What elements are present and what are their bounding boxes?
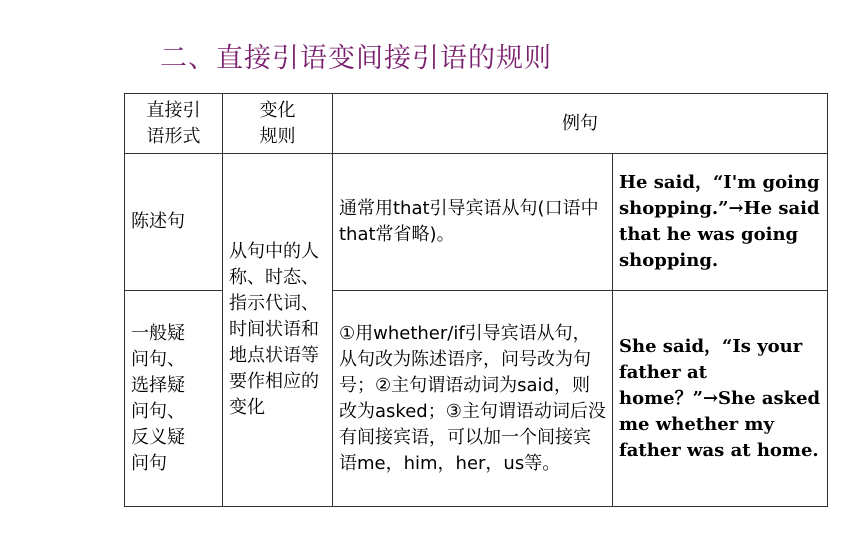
row-1-form: 陈述句 — [125, 154, 223, 291]
table-header-row — [125, 94, 828, 154]
shared-rule-cell — [223, 154, 333, 507]
row-2-example: She said，“Is your father at home？”→She asked me whether my father was at home. — [613, 291, 828, 507]
rules-table — [124, 93, 828, 507]
header-form-label: 直接引语形式 — [146, 99, 201, 147]
header-example: 例句 — [333, 94, 828, 154]
row-1-example: He said，“I'm going shopping.”→He said that he was going shopping. — [613, 154, 828, 291]
header-rule-label: 变化规则 — [259, 99, 296, 147]
header-rule — [223, 94, 333, 154]
row-2-description: ①用whether/if引导宾语从句，从句改为陈述语序，问号改为句号；②主句谓语动词为said，则改为asked；③主句谓语动词后没有间接宾语，可以加一个间接宾语me，him，her，us等。 — [333, 291, 613, 507]
row-2-form — [125, 291, 223, 507]
table-row — [125, 154, 828, 291]
shared-rule-text: 从句中的人称、时态、指示代词、时间状语和地点状语等要作相应的变化 — [229, 241, 319, 418]
header-form — [125, 94, 223, 154]
row-2-form-label: 一般疑问句、选择疑问句、反义疑问句 — [131, 322, 185, 474]
page-title: 二、直接引语变间接引语的规则 — [160, 43, 552, 74]
row-1-description: 通常用that引导宾语从句(口语中that常省略)。 — [333, 154, 613, 291]
